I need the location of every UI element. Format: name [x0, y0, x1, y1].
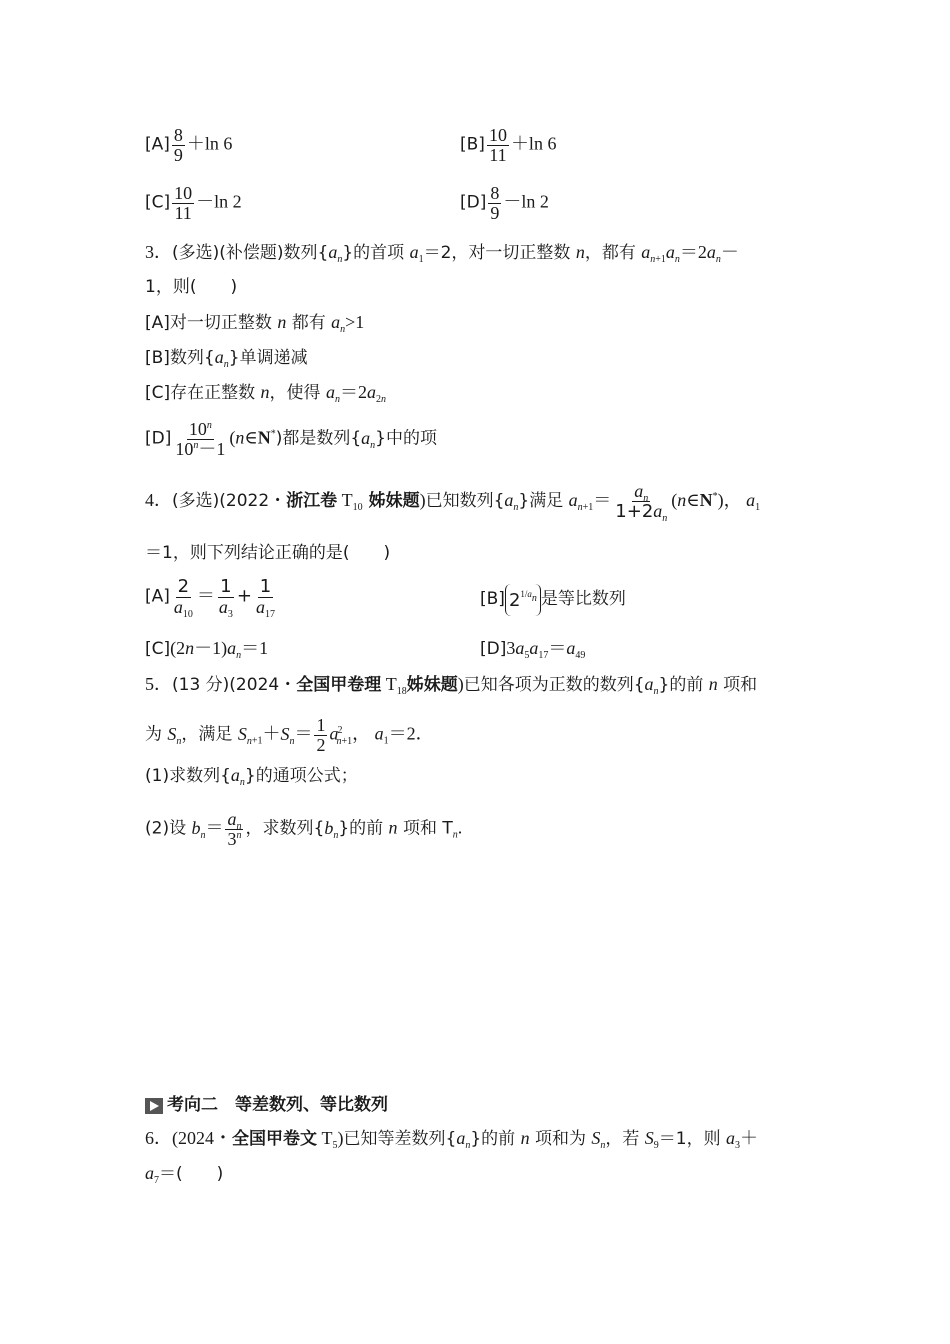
fraction: $\frac{10}{11}$ [174, 183, 193, 223]
q3-stem-line2: 1，则( ) [145, 277, 238, 297]
q3-option-c: [C]存在正整数 n，使得 $a_n=2a_{2n}$ [145, 382, 386, 405]
fraction: $\frac{10}{11}$ [488, 125, 507, 165]
q5-part1: (1)求数列$\{a_n\}$的通项公式； [145, 765, 358, 788]
q4-stem-line1: 4．(多选)(2022・浙江卷 $T_{10}$ 姊妹题)已知数列$\{a_n\}$满足 $a_{n+1}=$ $\frac{a_n}{1+2a_n}$ (n∈N*)， $a_1$ [145, 481, 761, 524]
q3-option-d: [D] $\frac{10^n}{10^n-1}$ (n∈N*)都是数列$\{a_n\}$中的项 [145, 419, 437, 459]
option-label: [C] [145, 192, 171, 213]
option-d: [D] $\frac{8}{9}$ －ln 2 [460, 183, 549, 223]
fraction: $\frac{a_n}{3^n}$ [227, 809, 242, 849]
play-triangle-icon [145, 1098, 163, 1114]
q4-option-a: [A] $\frac{2}{a_{10}}$ ＝ $\frac{1}{a_3}$ + $\frac{1}{a_{17}}$ [145, 576, 275, 620]
option-c: [C] $\frac{10}{11}$ －ln 2 [145, 183, 242, 223]
section-header [145, 1092, 388, 1117]
q4-stem-line2: ＝1，则下列结论正确的是( ) [145, 543, 391, 563]
q3-option-b: [B]数列$\{a_n\}$单调递减 [145, 347, 308, 370]
q6-stem-line2: $a_7=$( ) [145, 1163, 224, 1186]
q5-stem-line1: 5．(13 分)(2024・全国甲卷理 $T_{18}$姊妹题)已知各项为正数的数列$\{a_n\}$的前 n 项和 [145, 674, 758, 697]
q4-option-d: $[D]3a_5a_{17}=a_{49}$ [480, 638, 586, 661]
fraction: $\frac{8}{9}$ [173, 125, 183, 165]
fraction: $\frac{8}{9}$ [490, 183, 500, 223]
option-label: [B] [460, 134, 485, 155]
q4-option-b: [B] $2^{1/a_n}$ 是等比数列 [480, 584, 626, 616]
fraction: $\frac{10^n}{10^n-1}$ [175, 419, 226, 459]
option-label: [A] [145, 134, 170, 155]
option-label: [D] [460, 192, 487, 213]
option-a: [A] $\frac{8}{9}$ ＋ln 6 [145, 125, 233, 165]
fraction: $\frac{1}{a_3}$ [218, 576, 233, 620]
q3-stem-line1: 3．(多选)(补偿题)数列$\{a_n\}$的首项 $a_1=2$，对一切正整数 n，都有 $a_{n+1}a_n=2a_n-$ [145, 242, 739, 265]
fraction: $\frac{1}{2}$ [316, 715, 326, 755]
section-title: 考向二 等差数列、等比数列 [167, 1095, 388, 1115]
q3-option-a: [A]对一切正整数 n 都有 $a_n>1$ [145, 312, 365, 335]
q5-part2: (2)设 $b_n=$ $\frac{a_n}{3^n}$ ，求数列$\{b_n\}$的前 n 项和 $T_n$. [145, 809, 463, 849]
fraction: $\frac{1}{a_{17}}$ [256, 576, 275, 620]
fraction: $\frac{a_n}{1+2a_n}$ [615, 481, 668, 524]
fraction: $\frac{2}{a_{10}}$ [173, 576, 193, 620]
q4-option-c: $[C](2n-1)a_n=1$ [145, 638, 269, 661]
q5-stem-line2: 为 $S_n$，满足 $S_{n+1}+S_n=$ $\frac{1}{2}$ $a^2_{n+1}$， $a_1=2$． [145, 715, 434, 755]
option-b: [B] $\frac{10}{11}$ ＋ln 6 [460, 125, 557, 165]
q6-stem-line1: 6．(2024・全国甲卷文 $T_5$)已知等差数列$\{a_n\}$的前 n 项和为 $S_n$，若 $S_9=1$，则 $a_3+$ [145, 1128, 759, 1151]
set-braces: $2^{1/a_n}$ [505, 584, 541, 616]
